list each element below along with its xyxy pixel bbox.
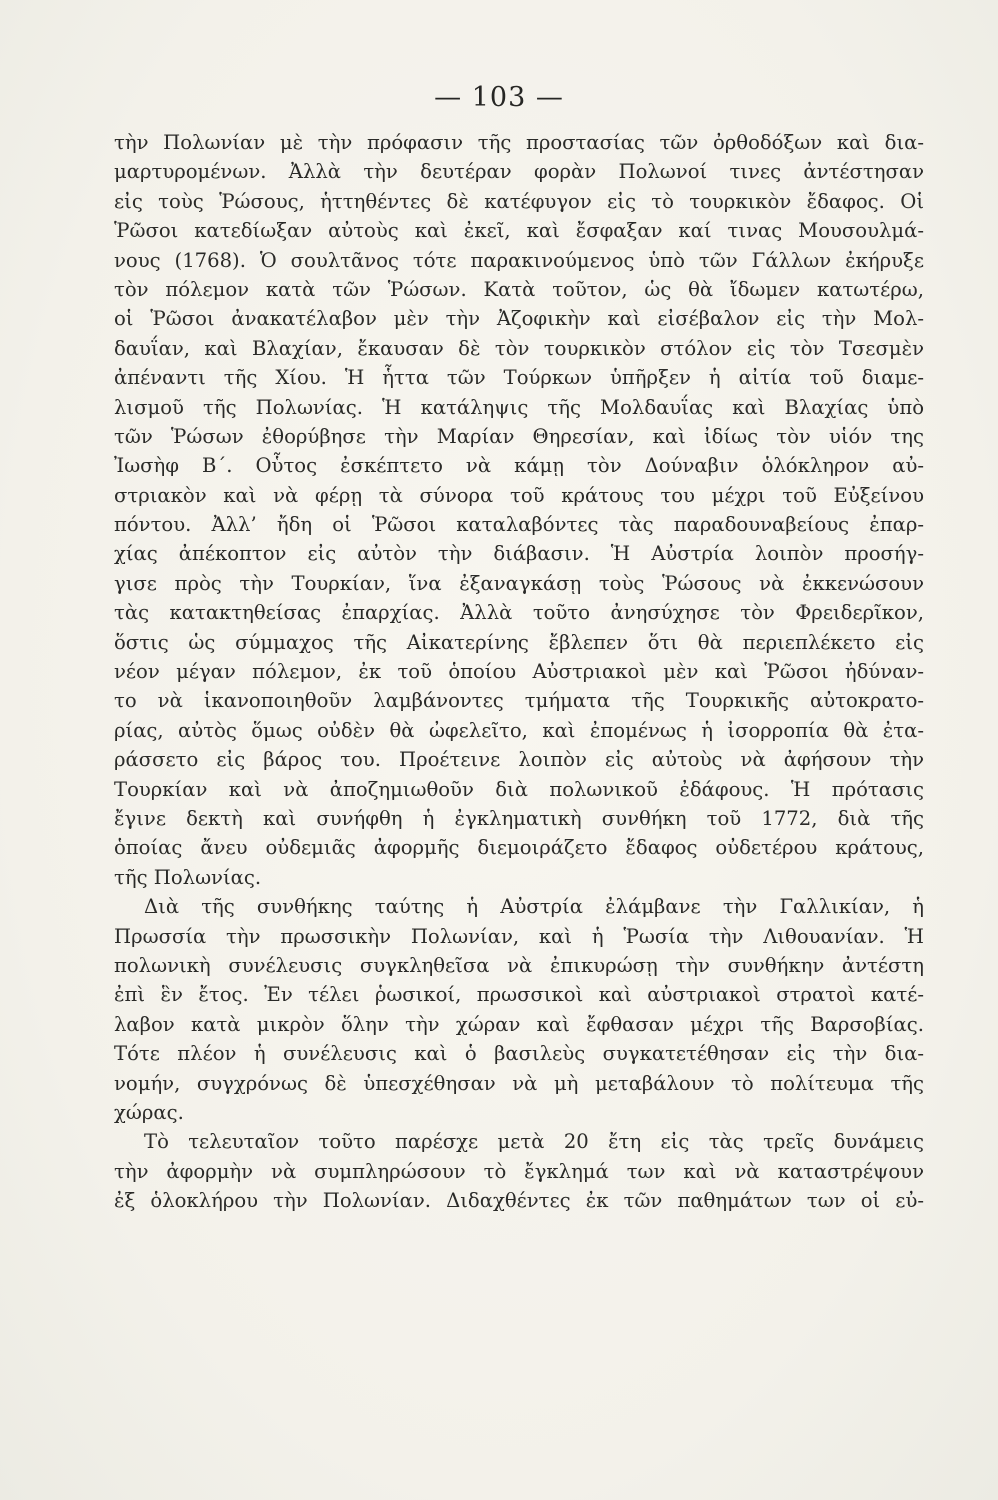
- text-line: τὰς κατακτηθείσας ἐπαρχίας. Ἀλλὰ τοῦτο ἀνησύχησε τὸν Φρειδερῖκον,: [114, 601, 924, 625]
- text-line: ὅστις ὡς σύμμαχος τῆς Αἰκατερίνης ἔβλεπεν ὅτι θὰ περιεπλέκετο εἰς: [114, 630, 924, 654]
- text-line: εἰς τοὺς Ῥώσους, ἡττηθέντες δὲ κατέφυγον εἰς τὸ τουρκικὸν ἔδαφος. Οἱ: [114, 189, 924, 213]
- text-line: τὴν ἀφορμὴν νὰ συμπληρώσουν τὸ ἔγκλημά των καὶ νὰ καταστρέψουν: [114, 1159, 924, 1183]
- text-line: Τουρκίαν καὶ νὰ ἀποζημιωθοῦν διὰ πολωνικοῦ ἐδάφους. Ἡ πρότασις: [114, 777, 924, 801]
- text-line: στριακὸν καὶ νὰ φέρῃ τὰ σύνορα τοῦ κράτους του μέχρι τοῦ Εὐξείνου: [114, 483, 924, 507]
- text-line: νέον μέγαν πόλεμον, ἐκ τοῦ ὁποίου Αὐστριακοὶ μὲν καὶ Ῥῶσοι ἠδύναν-: [114, 660, 924, 684]
- text-line: Ἰωσὴφ Β΄. Οὗτος ἐσκέπτετο νὰ κάμῃ τὸν Δούναβιν ὁλόκληρον αὐ-: [114, 454, 924, 478]
- text-line: ρίας, αὐτὸς ὅμως οὐδὲν θὰ ὠφελεῖτο, καὶ ἐπομένως ἡ ἰσορροπία θὰ ἐτα-: [114, 718, 924, 742]
- text-line: νους (1768). Ὁ σουλτᾶνος τότε παρακινούμενος ὑπὸ τῶν Γάλλων ἐκήρυξε: [114, 248, 924, 272]
- text-line: Τότε πλέον ἡ συνέλευσις καὶ ὁ βασιλεὺς συγκατετέθησαν εἰς τὴν δια-: [114, 1042, 924, 1066]
- text-line: τὴν Πολωνίαν μὲ τὴν πρόφασιν τῆς προστασίας τῶν ὀρθοδόξων καὶ δια-: [114, 131, 924, 154]
- text-line: χίας ἀπέκοπτον εἰς αὐτὸν τὴν διάβασιν. Ἡ Αὐστρία λοιπὸν προσήγ-: [114, 542, 924, 566]
- text-line: Τὸ τελευταῖον τοῦτο παρέσχε μετὰ 20 ἔτη εἰς τὰς τρεῖς δυνάμεις: [144, 1130, 924, 1154]
- text-line: τῶν Ῥώσων ἐθορύβησε τὴν Μαρίαν Θηρεσίαν, καὶ ἰδίως τὸν υἱόν της: [114, 424, 924, 448]
- page-number: — 103 —: [434, 82, 564, 113]
- text-line: τῆς Πολωνίας.: [114, 865, 262, 889]
- text-line: πολωνικὴ συνέλευσις συγκληθεῖσα νὰ ἐπικυρώσῃ τὴν συνθήκην ἀντέστη: [114, 953, 924, 977]
- text-line: λισμοῦ τῆς Πολωνίας. Ἡ κατάληψις τῆς Μολδαυΐας καὶ Βλαχίας ὑπὸ: [114, 395, 924, 419]
- text-line: χώρας.: [114, 1100, 184, 1124]
- text-line: οἱ Ῥῶσοι ἀνακατέλαβον μὲν τὴν Ἀζοφικὴν καὶ εἰσέβαλον εἰς τὴν Μολ-: [114, 307, 924, 331]
- text-line: ὁποίας ἄνευ οὐδεμιᾶς ἀφορμῆς διεμοιράζετο ἔδαφος οὐδετέρου κράτους,: [114, 836, 924, 860]
- text-line: ἐξ ὁλοκλήρου τὴν Πολωνίαν. Διδαχθέντες ἐκ τῶν παθημάτων των οἱ εὐ-: [114, 1189, 924, 1213]
- text-line: δαυΐαν, καὶ Βλαχίαν, ἔκαυσαν δὲ τὸν τουρκικὸν στόλον εἰς τὸν Τσεσμὲν: [114, 336, 924, 360]
- text-line: ράσσετο εἰς βάρος του. Προέτεινε λοιπὸν εἰς αὐτοὺς νὰ ἀφήσουν τὴν: [114, 748, 924, 772]
- text-line: ἀπέναντι τῆς Χίου. Ἡ ἧττα τῶν Τούρκων ὑπῆρξεν ἡ αἰτία τοῦ διαμε-: [114, 366, 924, 390]
- text-line: γισε πρὸς τὴν Τουρκίαν, ἵνα ἐξαναγκάσῃ τοὺς Ῥώσους νὰ ἐκκενώσουν: [114, 571, 924, 595]
- text-line: νομήν, συγχρόνως δὲ ὑπεσχέθησαν νὰ μὴ μεταβάλουν τὸ πολίτευμα τῆς: [114, 1071, 924, 1095]
- text-line: Διὰ τῆς συνθήκης ταύτης ἡ Αὐστρία ἐλάμβανε τὴν Γαλλικίαν, ἡ: [144, 895, 924, 919]
- text-line: Ῥῶσοι κατεδίωξαν αὐτοὺς καὶ ἐκεῖ, καὶ ἔσφαξαν καί τινας Μουσουλμά-: [114, 219, 924, 243]
- text-line: πόντου. Ἀλλ’ ἤδη οἱ Ῥῶσοι καταλαβόντες τὰς παραδουναβείους ἐπαρ-: [114, 513, 924, 537]
- text-line: λαβον κατὰ μικρὸν ὅλην τὴν χώραν καὶ ἔφθασαν μέχρι τῆς Βαρσοβίας.: [114, 1012, 924, 1036]
- text-line: μαρτυρομένων. Ἀλλὰ τὴν δευτέραν φορὰν Πολωνοί τινες ἀντέστησαν: [114, 160, 924, 184]
- text-line: το νὰ ἱκανοποιηθοῦν λαμβάνοντες τμήματα τῆς Τουρκικῆς αὐτοκρατο-: [114, 689, 924, 713]
- text-line: ἐπὶ ἓν ἔτος. Ἐν τέλει ῥωσικοί, πρωσσικοὶ καὶ αὐστριακοὶ στρατοὶ κατέ-: [114, 983, 924, 1007]
- text-line: τὸν πόλεμον κατὰ τῶν Ῥώσων. Κατὰ τοῦτον, ὡς θὰ ἴδωμεν κατωτέρω,: [114, 277, 924, 301]
- text-line: Πρωσσία τὴν πρωσσικὴν Πολωνίαν, καὶ ἡ Ῥωσία τὴν Λιθουανίαν. Ἡ: [114, 924, 924, 948]
- text-line: ἔγινε δεκτὴ καὶ συνήφθη ἡ ἐγκληματικὴ συνθήκη τοῦ 1772, διὰ τῆς: [114, 806, 924, 830]
- body-text: [114, 128, 924, 1215]
